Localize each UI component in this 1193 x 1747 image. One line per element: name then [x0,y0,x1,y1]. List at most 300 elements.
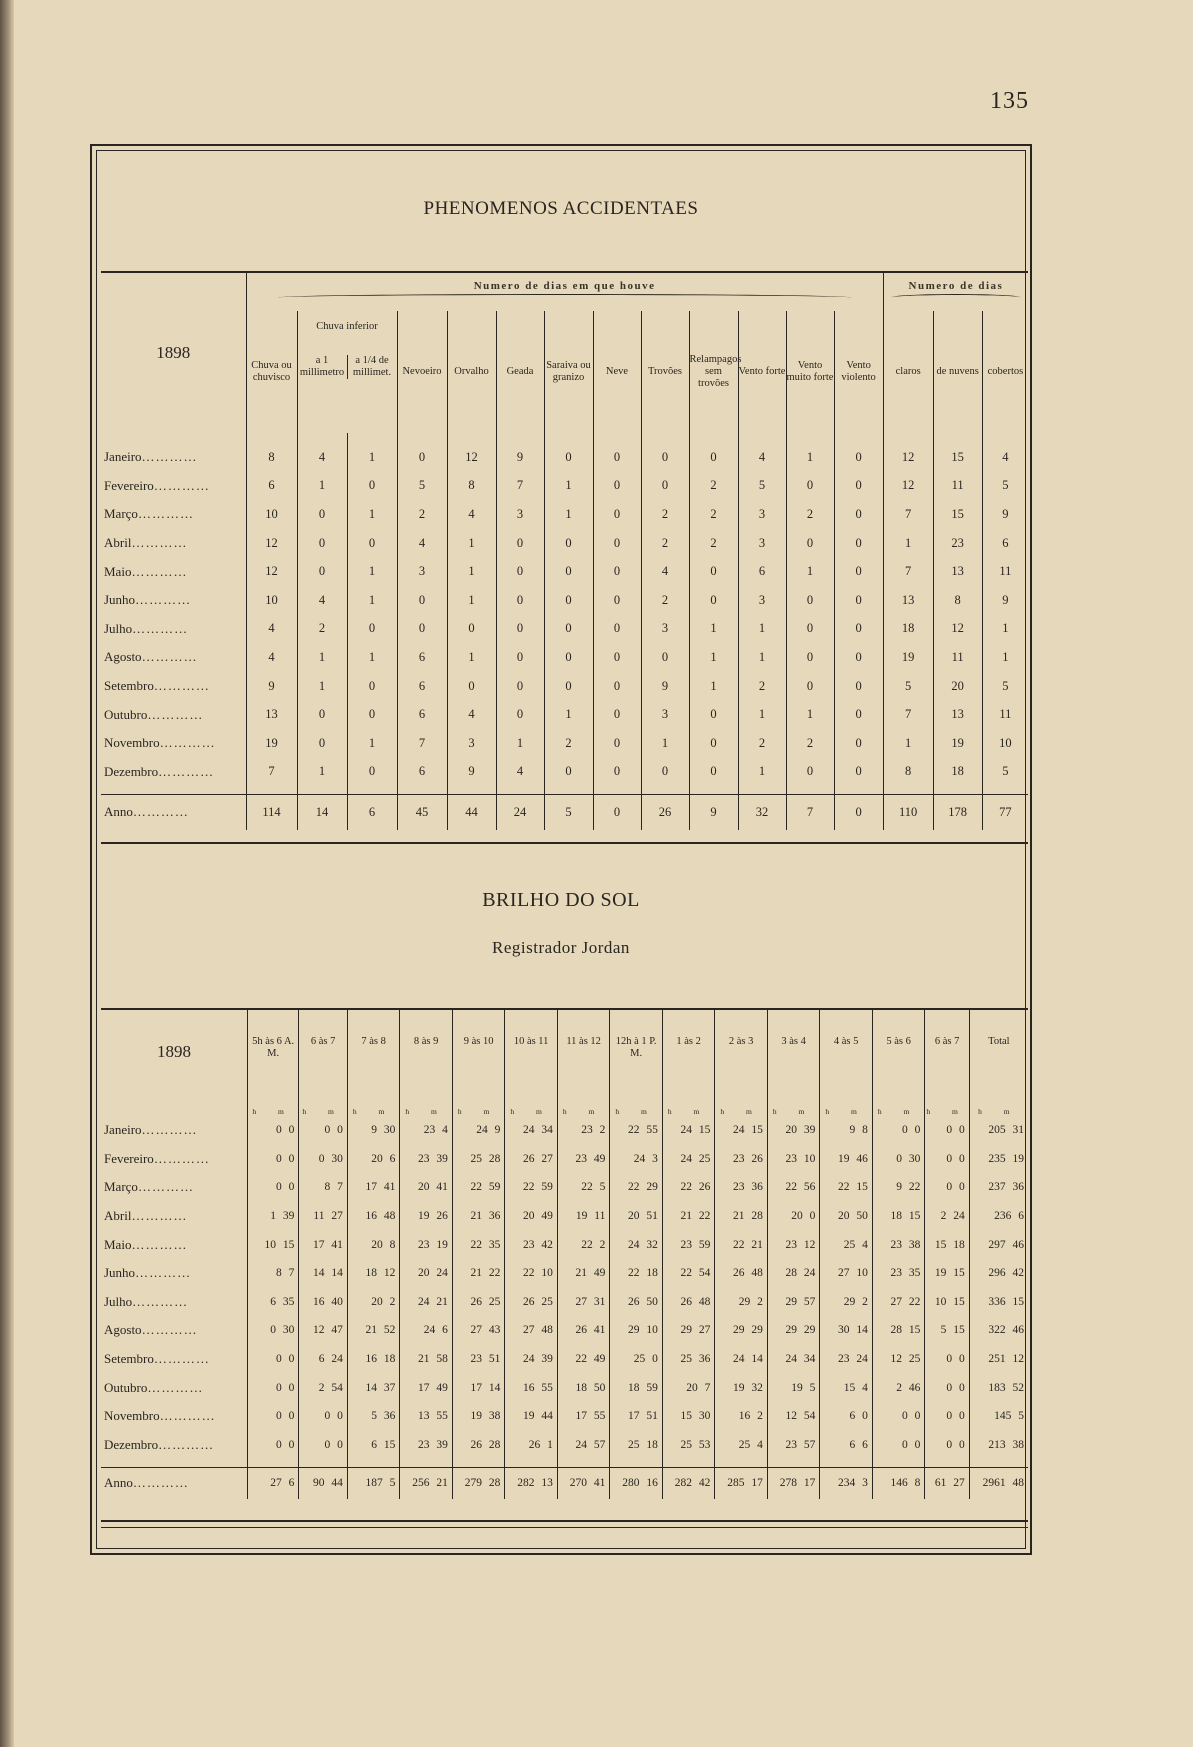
spacer-cell [738,433,786,443]
row-label [101,1316,247,1345]
table-row [101,529,1028,558]
table-cell: 2 54 [299,1373,347,1402]
table-cell: 0 [593,500,641,529]
table-cell: 0 [544,643,593,672]
table-cell: 0 [593,615,641,644]
col-header: 3 às 4 [767,1010,820,1094]
row-label [101,643,246,672]
row-label [101,557,246,586]
row-label [101,472,246,501]
row-label-text: Dezembro [104,1436,159,1452]
table-cell: 13 55 [400,1402,453,1431]
section-title-brilho: BRILHO DO SOL [482,889,640,911]
table-cell: 19 15 [925,1259,969,1288]
table-cell: 0 0 [299,1402,347,1431]
table-cell: 4 [738,443,786,472]
table-cell: 25 28 [452,1145,505,1174]
table-cell: 0 0 [872,1402,925,1431]
table-row [101,1431,1028,1460]
table-cell: 6 [347,794,397,830]
table-cell: 205 31 [969,1116,1028,1145]
table-cell: 2 [544,729,593,758]
unit-label: h m [715,1094,768,1116]
unit-label: h m [969,1094,1028,1116]
table-cell: 5 [544,794,593,830]
row-label-text: Abril [104,1208,132,1224]
table-cell: 13 [246,700,297,729]
unit-label: h m [610,1094,663,1116]
table-cell: 0 [834,500,883,529]
table-row [101,586,1028,615]
row-label [101,586,246,615]
table-cell: 285 17 [715,1467,768,1499]
row-label [101,1145,247,1174]
leader-dots: ………… [132,804,189,820]
table-cell: 0 [786,586,834,615]
table-cell: 11 [933,472,982,501]
table-cell: 0 [834,729,883,758]
col-header: Trovões [641,311,689,433]
spacer-cell [544,786,593,794]
table-cell: 24 57 [557,1431,610,1460]
table-cell: 12 [447,443,496,472]
table-cell: 18 59 [610,1373,663,1402]
row-label [101,1402,247,1431]
table-cell: 0 [786,758,834,787]
row-label [101,1259,247,1288]
table-cell: 0 [447,615,496,644]
table-cell: 1 [347,443,397,472]
table-cell: 29 2 [820,1288,873,1317]
table-cell: 2 24 [925,1202,969,1231]
leader-dots: ………… [137,506,194,522]
table-cell: 235 19 [969,1145,1028,1174]
leader-dots: ………… [131,563,188,579]
table-cell: 0 [689,443,738,472]
table-cell: 11 [982,700,1028,729]
table-cell: 23 26 [715,1145,768,1174]
table-cell: 25 18 [610,1431,663,1460]
table-cell: 0 0 [247,1173,299,1202]
sunshine-table-section [101,1008,1028,1522]
table-cell: 8 [933,586,982,615]
table-cell: 297 46 [969,1230,1028,1259]
table-cell: 24 15 [715,1116,768,1145]
unit-label: h m [452,1094,505,1116]
table-cell: 213 38 [969,1431,1028,1460]
table-cell: 22 49 [557,1345,610,1374]
row-label-text: Junho [104,1265,136,1281]
table-cell: 1 [347,557,397,586]
table-cell: 19 38 [452,1402,505,1431]
table-cell: 17 14 [452,1373,505,1402]
table-cell: 20 49 [505,1202,558,1231]
table-cell: 23 42 [505,1230,558,1259]
table-cell: 1 [689,643,738,672]
table-row [101,1402,1028,1431]
row-label-text: Novembro [104,735,160,751]
table-cell: 27 22 [872,1288,925,1317]
row-label-text: Janeiro [104,1122,142,1138]
table-cell: 0 0 [247,1345,299,1374]
brace-decoration [278,294,851,301]
table-cell: 4 [982,443,1028,472]
table-cell: 3 [738,586,786,615]
spacer-cell [834,786,883,794]
table-cell: 18 [933,758,982,787]
table-cell: 0 [447,672,496,701]
row-label-text: Anno [104,804,133,820]
table-row [101,1373,1028,1402]
table-cell: 10 15 [247,1230,299,1259]
table-cell: 24 32 [610,1230,663,1259]
table-cell: 17 41 [347,1173,400,1202]
row-label-text: Setembro [104,678,154,694]
table-cell: 15 4 [820,1373,873,1402]
table-cell: 1 [347,500,397,529]
table-cell: 8 7 [247,1259,299,1288]
table-cell: 0 [689,758,738,787]
table-cell: 0 [593,758,641,787]
row-label-text: Maio [104,563,132,579]
unit-label: h m [400,1094,453,1116]
row-label [101,1431,247,1460]
table-cell: 20 7 [662,1373,715,1402]
table-cell: 32 [738,794,786,830]
row-label [101,1230,247,1259]
brace-decoration [891,294,1021,301]
leader-dots: ………… [131,1236,188,1252]
row-label-text: Julho [104,1293,133,1309]
spacer-cell [933,786,982,794]
table-row [101,472,1028,501]
leader-dots: ………… [147,1379,204,1395]
table-cell: 23 57 [767,1431,820,1460]
table-cell: 21 28 [715,1202,768,1231]
table-cell: 23 35 [872,1259,925,1288]
row-label [101,794,246,830]
table-cell: 0 [593,586,641,615]
table-cell: 2 [689,472,738,501]
table-cell: 8 [447,472,496,501]
table-cell: 0 30 [247,1316,299,1345]
table-cell: 0 [496,643,544,672]
table-cell: 18 12 [347,1259,400,1288]
col-header: Nevoeiro [397,311,447,433]
table-cell: 16 48 [347,1202,400,1231]
table-cell: 90 44 [299,1467,347,1499]
table-cell: 0 0 [925,1431,969,1460]
table-cell: 20 50 [820,1202,873,1231]
spacer-cell [299,1459,347,1467]
table-row [101,443,1028,472]
table-cell: 3 [738,529,786,558]
table-cell: 13 [933,700,982,729]
row-label [101,500,246,529]
row-label [101,1345,247,1374]
table-cell: 61 27 [925,1467,969,1499]
table-cell: 27 31 [557,1288,610,1317]
leader-dots: ………… [141,449,198,465]
row-label-text: Fevereiro [104,1150,154,1166]
table-cell: 0 [786,472,834,501]
table-cell: 24 34 [767,1345,820,1374]
table-row [101,1116,1028,1145]
table-cell: 9 8 [820,1116,873,1145]
table-cell: 12 [246,529,297,558]
table-cell: 3 [641,615,689,644]
table-cell: 9 [689,794,738,830]
table-cell: 13 [883,586,933,615]
table-cell: 1 [883,529,933,558]
table-cell: 2 [689,529,738,558]
table-cell: 23 39 [400,1431,453,1460]
row-label-text: Fevereiro [104,477,154,493]
table-row [101,1259,1028,1288]
table-cell: 3 [496,500,544,529]
table-cell: 1 [447,557,496,586]
table-cell: 6 [246,472,297,501]
row-label-text: Outubro [104,706,148,722]
table-cell: 0 30 [872,1145,925,1174]
spacer-cell [925,1459,969,1467]
spacer-cell [786,433,834,443]
table-cell: 0 0 [247,1402,299,1431]
col-header: a 1 millimetro [299,355,345,378]
table-cell: 4 [496,758,544,787]
table-cell: 145 5 [969,1402,1028,1431]
spacer-cell [297,786,347,794]
table-cell: 0 [786,615,834,644]
col-header: Neve [593,311,641,433]
table-cell: 0 [347,700,397,729]
col-header: 1 às 2 [662,1010,715,1094]
spacer-cell [689,433,738,443]
table-cell: 4 [246,615,297,644]
table-cell: 16 55 [505,1373,558,1402]
row-label-text: Janeiro [104,449,142,465]
table-cell: 0 [544,672,593,701]
table-row [101,500,1028,529]
table-cell: 4 [297,443,347,472]
spacer-cell [662,1459,715,1467]
table-cell: 0 [593,472,641,501]
table-row [101,1173,1028,1202]
table-cell: 27 43 [452,1316,505,1345]
table-cell: 0 [834,643,883,672]
table-cell: 3 [641,700,689,729]
table-cell: 14 37 [347,1373,400,1402]
phenomena-table-body [101,433,1028,830]
table-cell: 24 9 [452,1116,505,1145]
table-cell: 0 [496,529,544,558]
table-cell: 0 [496,557,544,586]
table-cell: 29 10 [610,1316,663,1345]
table-cell: 14 [297,794,347,830]
table-cell: 23 36 [715,1173,768,1202]
table-cell: 0 [544,443,593,472]
table-cell: 0 [593,557,641,586]
table-cell: 0 [593,794,641,830]
spacer-cell [101,786,246,794]
table-row [101,1316,1028,1345]
table-cell: 6 35 [247,1288,299,1317]
table-cell: 15 [933,500,982,529]
col-header: 4 às 5 [820,1010,873,1094]
table-cell: 1 [447,529,496,558]
table-cell: 1 [496,729,544,758]
table-cell: 11 27 [299,1202,347,1231]
table-cell: 0 [297,500,347,529]
table-cell: 0 [834,557,883,586]
table-cell: 1 [982,643,1028,672]
row-label-text: Abril [104,535,132,551]
table-cell: 0 [544,557,593,586]
table-cell: 21 49 [557,1259,610,1288]
table-cell: 28 24 [767,1259,820,1288]
table-cell: 1 [738,615,786,644]
table-cell: 12 [883,472,933,501]
table-cell: 0 [593,443,641,472]
table-cell: 3 [738,500,786,529]
table-cell: 7 [496,472,544,501]
table-cell: 21 36 [452,1202,505,1231]
table-cell: 17 55 [557,1402,610,1431]
table-cell: 0 [297,557,347,586]
table-cell: 0 [347,472,397,501]
table-cell: 25 36 [662,1345,715,1374]
table-cell: 22 54 [662,1259,715,1288]
table-cell: 20 24 [400,1259,453,1288]
col-header: claros [883,311,933,433]
spacer-cell [297,433,347,443]
table-row [101,1288,1028,1317]
spacer-cell [101,1459,247,1467]
table-cell: 0 [786,672,834,701]
table-cell: 12 [246,557,297,586]
table-cell: 0 [689,700,738,729]
table-cell: 23 24 [820,1345,873,1374]
table-cell: 0 [689,729,738,758]
row-label [101,615,246,644]
sunshine-table [101,1010,1028,1499]
col-header: cobertos [982,311,1028,433]
unit-label: h m [872,1094,925,1116]
table-cell: 0 0 [925,1116,969,1145]
table-cell: 26 [641,794,689,830]
table-cell: 22 56 [767,1173,820,1202]
table-cell: 15 18 [925,1230,969,1259]
table-cell: 25 0 [610,1345,663,1374]
leader-dots: ………… [159,1408,216,1424]
table-cell: 23 4 [400,1116,453,1145]
table-cell: 12 [933,615,982,644]
table-cell: 1 [689,672,738,701]
row-label-text: Agosto [104,649,142,665]
leader-dots: ………… [135,592,192,608]
table-cell: 0 [297,700,347,729]
table-cell: 9 [982,586,1028,615]
table-cell: 0 0 [247,1116,299,1145]
spacer-cell [593,786,641,794]
table-cell: 4 [447,700,496,729]
table-cell: 20 6 [347,1145,400,1174]
table-cell: 9 22 [872,1173,925,1202]
table-cell: 4 [246,643,297,672]
spacer-cell [883,433,933,443]
table-cell: 18 50 [557,1373,610,1402]
spacer-cell [246,433,297,443]
row-label [101,1467,247,1499]
table-cell: 30 14 [820,1316,873,1345]
table-cell: 0 [297,729,347,758]
table-cell: 1 [689,615,738,644]
table-cell: 22 10 [505,1259,558,1288]
spacer-cell [767,1459,820,1467]
table-row [101,758,1028,787]
table-cell: 2961 48 [969,1467,1028,1499]
row-label-text: Agosto [104,1322,142,1338]
table-cell: 1 [786,557,834,586]
table-cell: 2 [641,529,689,558]
table-cell: 0 [834,672,883,701]
table-cell: 19 5 [767,1373,820,1402]
table-cell: 6 24 [299,1345,347,1374]
row-label-text: Março [104,506,138,522]
spacer-cell [447,433,496,443]
table-cell: 25 4 [715,1431,768,1460]
table-cell: 146 8 [872,1467,925,1499]
table-row [101,700,1028,729]
row-label-text: Março [104,1179,138,1195]
table-cell: 19 46 [820,1145,873,1174]
table-cell: 0 [397,586,447,615]
table-cell: 2 [738,672,786,701]
row-label [101,1173,247,1202]
leader-dots: ………… [158,1436,215,1452]
table-cell: 1 [347,729,397,758]
table-cell: 26 28 [452,1431,505,1460]
table-cell: 256 21 [400,1467,453,1499]
table-row [101,672,1028,701]
table-cell: 10 [246,586,297,615]
table-cell: 29 29 [767,1316,820,1345]
table-cell: 6 [397,643,447,672]
table-cell: 3 [397,557,447,586]
table-cell: 29 57 [767,1288,820,1317]
spacer-cell [593,433,641,443]
table-cell: 0 [347,615,397,644]
table-row [101,557,1028,586]
spacer-cell [347,786,397,794]
table-cell: 2 [641,500,689,529]
table-cell: 15 [933,443,982,472]
table-cell: 20 51 [610,1202,663,1231]
table-cell: 114 [246,794,297,830]
total-row [101,1467,1028,1499]
col-header: Total [969,1010,1028,1094]
table-cell: 20 39 [767,1116,820,1145]
table-cell: 296 42 [969,1259,1028,1288]
spacer-cell [544,433,593,443]
table-cell: 16 18 [347,1345,400,1374]
col-header: 6 às 7 [925,1010,969,1094]
table-cell: 5 [982,672,1028,701]
table-cell: 22 35 [452,1230,505,1259]
table-cell: 19 26 [400,1202,453,1231]
table-cell: 282 13 [505,1467,558,1499]
table-cell: 0 [593,700,641,729]
